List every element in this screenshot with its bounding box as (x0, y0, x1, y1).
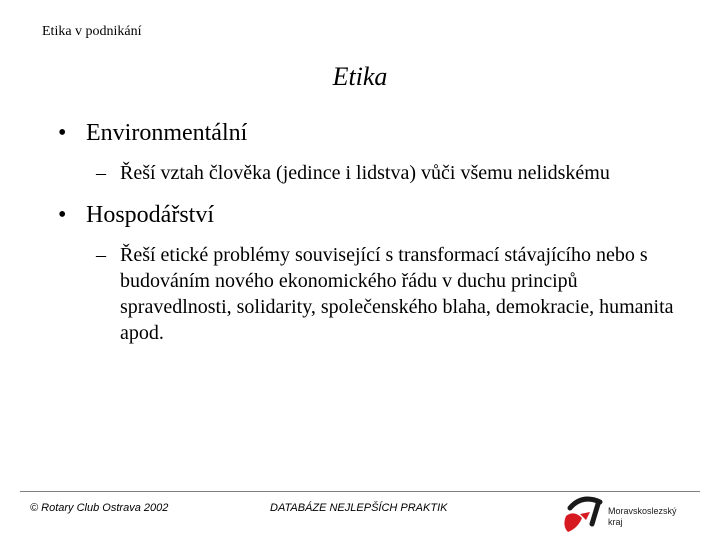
slide-content (58, 118, 678, 346)
slide-title (0, 60, 720, 94)
bullet-label: Environmentální (86, 120, 248, 146)
logo-text (608, 506, 677, 528)
footer-copyright: © Rotary Club Ostrava 2002 (30, 502, 169, 514)
bullet-mark: • (58, 202, 67, 228)
bullet-environmental (58, 118, 678, 148)
slide-title-text: Etika (332, 62, 388, 91)
logo-black-stroke (592, 504, 598, 524)
sub-bullet-mark: – (96, 162, 106, 184)
logo-text-line1: Moravskoslezský (608, 506, 677, 516)
sub-bullet-mark: – (96, 244, 106, 266)
header-title: Etika v podnikání (42, 24, 142, 39)
logo-text-line2: kraj (608, 517, 623, 527)
sub-bullet-environmental (58, 160, 678, 186)
sub-bullet-text: Řeší etické problémy související s transformací stávajícího nebo s budováním nového ekonomického řádu v duchu principů spravedlnosti, solidarity, společenského blaha, demokracie, humanita apod. (120, 244, 674, 344)
sub-bullet-economic (58, 242, 678, 346)
bullet-economic (58, 200, 678, 230)
logo-red-shape (564, 513, 582, 532)
bullet-label: Hospodářství (86, 202, 214, 228)
bullet-mark: • (58, 120, 67, 146)
footer-center-text: DATABÁZE NEJLEPŠÍCH PRAKTIK (270, 502, 448, 514)
sub-bullet-text: Řeší vztah člověka (jedince i lidstva) vůči všemu nelidskému (120, 162, 610, 184)
